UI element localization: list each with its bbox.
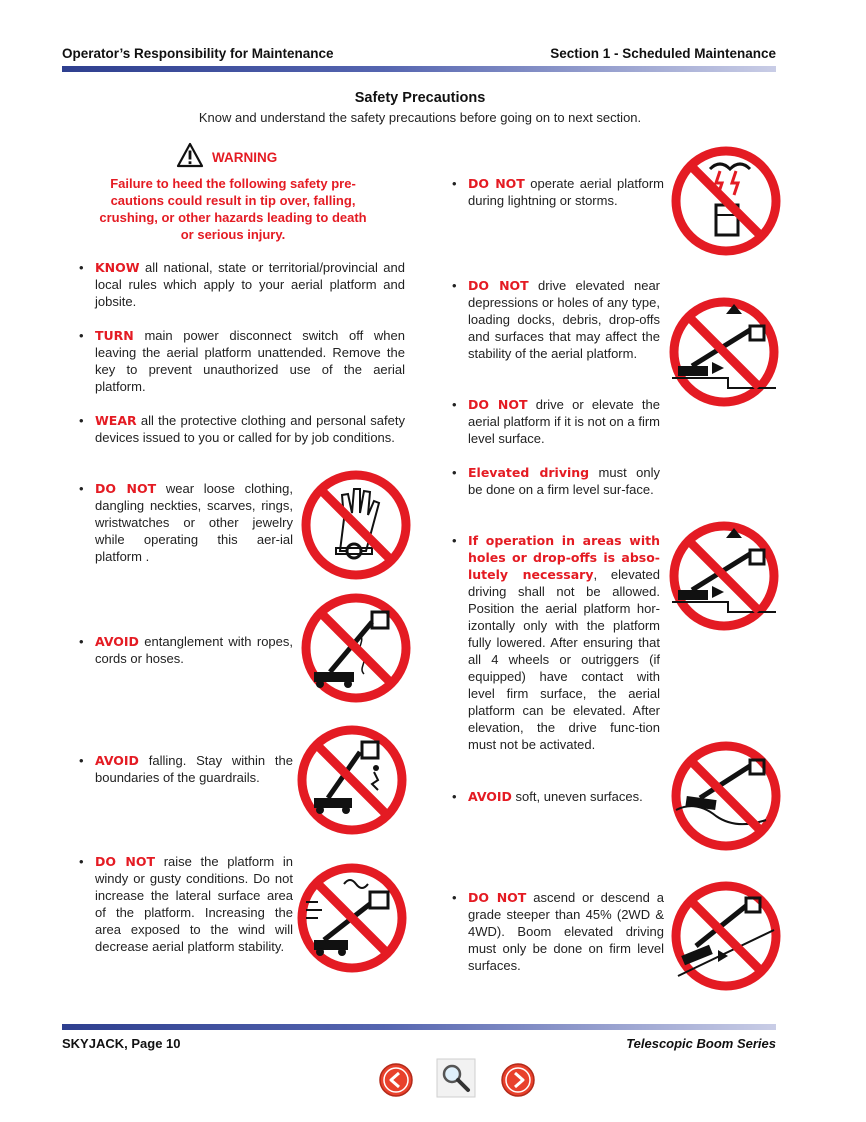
magnifier-icon bbox=[436, 1058, 476, 1098]
item-text: soft, uneven surfaces. bbox=[511, 789, 643, 804]
keyword: AVOID bbox=[95, 753, 139, 768]
warning-label: WARNING bbox=[212, 150, 278, 165]
chevron-right-icon bbox=[500, 1062, 536, 1098]
header-rule bbox=[62, 66, 776, 72]
no-steep-grade-sign-icon bbox=[670, 880, 782, 992]
list-item bbox=[95, 633, 293, 667]
page-subtitle: Know and understand the safety precautions before going on to next section. bbox=[198, 110, 642, 125]
item-text: falling. Stay within the boundaries of the guardrails. bbox=[95, 753, 293, 785]
no-jewelry-sign-icon bbox=[300, 469, 412, 581]
list-item bbox=[95, 853, 293, 955]
header-right: Section 1 - Scheduled Maintenance bbox=[550, 46, 776, 61]
item-text: entanglement with ropes, cords or hoses. bbox=[95, 634, 293, 666]
keyword: DO NOT bbox=[468, 890, 527, 905]
item-text: drive or elevate the aerial platform if it is not on a firm level surface. bbox=[468, 397, 660, 446]
warning-triangle-icon bbox=[176, 142, 204, 168]
list-item bbox=[468, 788, 668, 805]
item-text: must only be done on a firm level sur-face. bbox=[468, 465, 660, 497]
item-text: ascend or descend a grade steeper than 45% (2WD & 4WD). Boom elevated driving must only be done on firm level surfaces. bbox=[468, 890, 664, 973]
list-item bbox=[95, 259, 405, 310]
list-item bbox=[468, 889, 664, 974]
keyword: Elevated driving bbox=[468, 465, 590, 480]
no-uneven-surface-sign-icon bbox=[670, 740, 782, 852]
item-text: raise the platform in windy or gusty conditions. Do not increase the lateral surface area of the platform. Increasing the area exposed to the wind will decrease aerial platform stability. bbox=[95, 854, 294, 954]
footer-left: SKYJACK, Page 10 bbox=[62, 1036, 181, 1051]
keyword: KNOW bbox=[95, 260, 140, 275]
list-item bbox=[95, 327, 405, 395]
keyword: DO NOT bbox=[468, 176, 525, 191]
warning-heading bbox=[170, 148, 380, 174]
search-button[interactable] bbox=[436, 1058, 476, 1098]
list-item bbox=[95, 752, 293, 786]
page-title: Safety Precautions bbox=[354, 90, 486, 106]
list-item bbox=[468, 396, 660, 447]
warning-text: Failure to heed the following safety pre-cautions could result in tip over, falling, crushing, or other hazards leading to death or serious injury. bbox=[99, 176, 367, 242]
no-wind-sign-icon bbox=[296, 862, 408, 974]
no-falling-sign-icon bbox=[296, 724, 408, 836]
list-item bbox=[468, 277, 660, 362]
no-lightning-sign-icon bbox=[670, 145, 782, 257]
no-dropoff-sign-icon bbox=[668, 296, 780, 408]
item-text: main power disconnect switch off when leaving the aerial platform unattended. Remove the key to prevent unauthorized use of the aerial platform. bbox=[95, 328, 405, 394]
no-dropoff-driving-sign-icon bbox=[668, 520, 780, 632]
keyword: AVOID bbox=[468, 789, 512, 804]
keyword: DO NOT bbox=[468, 397, 528, 412]
header-left: Operator’s Responsibility for Maintenance bbox=[62, 46, 334, 61]
chevron-left-icon bbox=[378, 1062, 414, 1098]
keyword: TURN bbox=[95, 328, 134, 343]
item-text: wear loose clothing, dangling neckties, scarves, rings, wristwatches or other jewelry while operating this aer-ial platform . bbox=[95, 481, 294, 564]
keyword: WEAR bbox=[95, 413, 137, 428]
no-entanglement-sign-icon bbox=[300, 592, 412, 704]
list-item bbox=[468, 175, 664, 209]
item-text: , elevated driving shall not be allowed. Position the aerial platform hor-izontally only with the platform fully lowered. After ensuring that all 4 wheels or outriggers (if equipped) have contact with level firm surface, the aerial platform can be elevated. After elevation, the drive func-tion must not be activated. bbox=[468, 567, 660, 752]
list-item bbox=[95, 412, 405, 446]
item-text: all national, state or territorial/provincial and local rules which apply to your aerial platform and jobsite. bbox=[95, 260, 405, 309]
item-text: operate aerial platform during lightning or storms. bbox=[468, 176, 665, 208]
list-item bbox=[468, 532, 660, 753]
keyword: DO NOT bbox=[468, 278, 529, 293]
footer-right: Telescopic Boom Series bbox=[626, 1036, 776, 1051]
footer-rule bbox=[62, 1024, 776, 1030]
keyword: If operation in areas with holes or drop-offs is abso-lutely necessary bbox=[468, 533, 660, 582]
item-text: all the protective clothing and personal safety devices issued to you or called for by job conditions. bbox=[95, 413, 405, 445]
list-item bbox=[468, 464, 660, 498]
keyword: DO NOT bbox=[95, 481, 157, 496]
next-page-button[interactable] bbox=[500, 1062, 536, 1098]
prev-page-button[interactable] bbox=[378, 1062, 414, 1098]
keyword: DO NOT bbox=[95, 854, 156, 869]
item-text: drive elevated near depressions or holes of any type, loading docks, debris, drop-offs and surfaces that may affect the stability of the aerial platform. bbox=[468, 278, 661, 361]
keyword: AVOID bbox=[95, 634, 139, 649]
list-item bbox=[95, 480, 293, 565]
